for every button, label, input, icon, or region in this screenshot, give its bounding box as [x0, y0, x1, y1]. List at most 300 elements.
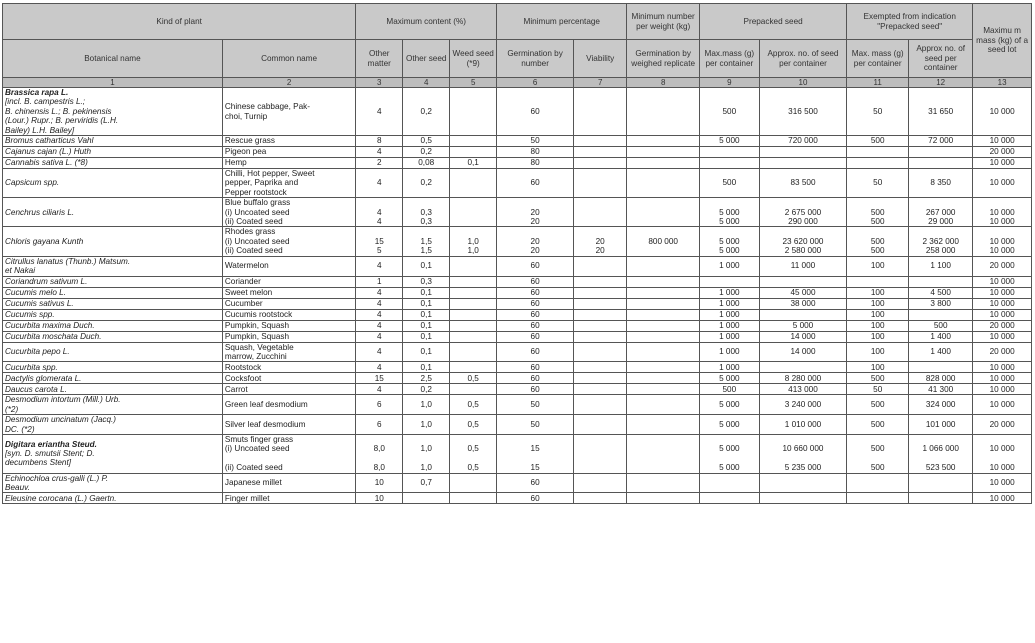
botanical-name-line: Cucumis melo L. [5, 287, 66, 297]
value-cell-c4 [403, 493, 450, 504]
header-min-percentage: Minimum percentage [497, 4, 627, 40]
value-cell-c5 [450, 342, 497, 362]
value-cell-c10: 1 010 000 [759, 415, 847, 435]
botanical-name-cell [3, 362, 223, 373]
value-cell-c13: 10 000 [973, 473, 1032, 493]
value-line [629, 444, 697, 453]
value-line [576, 435, 624, 444]
value-cell-c10: 720 000 [759, 136, 847, 147]
value-line: 20 [530, 207, 540, 217]
value-line: 5 000 [719, 246, 740, 256]
botanical-name-line: Capsicum spp. [5, 178, 60, 188]
value-cell-c8 [627, 256, 700, 276]
common-name-line: Pumpkin, Squash [224, 320, 290, 330]
value-line: 10 000 [989, 444, 1015, 454]
value-line [911, 454, 970, 463]
value-line [975, 227, 1029, 236]
value-cell-c13: 10 000 [973, 136, 1032, 147]
header-viability: Viability [574, 40, 627, 78]
value-line [975, 454, 1029, 463]
botanical-name-line: B. chinensis L.; B. pekinensis [5, 106, 112, 116]
table-row [3, 384, 1032, 395]
botanical-name-line: Desmodium intortum (Mill.) Urb. [5, 395, 121, 405]
value-cell-c11: 50 [847, 384, 909, 395]
value-cell-c5 [450, 320, 497, 331]
botanical-name-cell [3, 373, 223, 384]
common-name-line: Squash, Vegetable [224, 342, 294, 352]
value-line [849, 198, 906, 207]
value-line: 1,5 [420, 236, 432, 246]
value-cell-c12: 8 350 [909, 169, 973, 198]
value-line [576, 198, 624, 207]
table-row [3, 147, 1032, 158]
botanical-name-line: Cucurbita pepo L. [5, 347, 70, 357]
botanical-name-cell [3, 342, 223, 362]
value-cell-c11: 500 [847, 373, 909, 384]
value-cell-c12: 101 000 [909, 415, 973, 435]
value-line: 0,5 [467, 444, 479, 454]
value-cell-c9 [699, 147, 759, 158]
botanical-name-line: [incl. B. campestris L.; [5, 97, 86, 107]
value-cell-c6: 80 [497, 158, 574, 169]
value-cell-c9: 1 000 [699, 298, 759, 309]
value-cell-c11: 100 [847, 342, 909, 362]
botanical-name-cell [3, 287, 223, 298]
botanical-name-line: Cucurbita spp. [5, 362, 58, 372]
value-cell-c9 [699, 276, 759, 287]
value-cell-c5 [450, 434, 497, 473]
value-cell-c7 [574, 256, 627, 276]
value-cell-c3: 1 [356, 276, 403, 287]
common-name-line: Cucumis rootstock [224, 309, 293, 319]
value-cell-c5 [450, 331, 497, 342]
value-cell-c5 [450, 147, 497, 158]
table-row [3, 298, 1032, 309]
value-cell-c7 [574, 309, 627, 320]
common-name-line: (i) Uncoated seed [224, 236, 290, 246]
value-line: 5 000 [719, 207, 740, 217]
table-row [3, 136, 1032, 147]
value-cell-c4: 0,3 [403, 276, 450, 287]
common-name-cell [222, 473, 355, 493]
common-name-cell [222, 362, 355, 373]
value-cell-c13: 10 000 [973, 362, 1032, 373]
value-cell-c11: 500 [847, 136, 909, 147]
value-line: 500 [870, 217, 885, 227]
value-line: 500 [870, 463, 885, 473]
value-cell-c7 [574, 434, 627, 473]
value-cell-c10 [759, 158, 847, 169]
value-cell-c11: 100 [847, 331, 909, 342]
botanical-name-cell [3, 493, 223, 504]
value-cell-c13: 20 000 [973, 147, 1032, 158]
value-cell-c13: 10 000 [973, 158, 1032, 169]
table-row [3, 395, 1032, 415]
value-cell-c9 [699, 493, 759, 504]
header-weed-seed: Weed seed (*9) [450, 40, 497, 78]
value-cell-c9 [699, 473, 759, 493]
value-cell-c4: 0,5 [403, 136, 450, 147]
value-line [452, 208, 494, 217]
common-name-cell [222, 309, 355, 320]
botanical-name-cell [3, 331, 223, 342]
value-line [629, 463, 697, 472]
value-cell-c11 [847, 434, 909, 473]
table-row [3, 473, 1032, 493]
value-cell-c4: 0,1 [403, 320, 450, 331]
value-cell-c10: 8 280 000 [759, 373, 847, 384]
value-cell-c6: 60 [497, 473, 574, 493]
value-cell-c6: 60 [497, 287, 574, 298]
value-cell-c6: 60 [497, 362, 574, 373]
value-cell-c9 [699, 158, 759, 169]
value-cell-c8 [627, 473, 700, 493]
botanical-name-cell [3, 136, 223, 147]
header-min-number: Minimum number per weight (kg) [627, 4, 700, 40]
value-line [762, 435, 845, 444]
botanical-name-cell [3, 309, 223, 320]
value-cell-c13: 10 000 [973, 298, 1032, 309]
table-row [3, 198, 1032, 227]
value-line: 500 [870, 246, 885, 256]
value-line: 10 000 [989, 246, 1015, 256]
col-index: 9 [699, 78, 759, 88]
value-line: 2 580 000 [784, 246, 822, 256]
value-line: 4 [376, 217, 382, 227]
common-name-cell [222, 298, 355, 309]
value-cell-c4: 0,2 [403, 88, 450, 136]
table-row [3, 493, 1032, 504]
common-name-line: Pigeon pea [224, 147, 267, 157]
value-line [358, 435, 400, 444]
botanical-name-line: Cucurbita moschata Duch. [5, 331, 102, 341]
header-approx-seed: Approx. no. of seed per container [759, 40, 847, 78]
value-cell-c4: 0,1 [403, 342, 450, 362]
value-cell-c8 [627, 169, 700, 198]
common-name-line: Pepper rootstock [224, 187, 287, 197]
value-cell-c10: 38 000 [759, 298, 847, 309]
value-cell-c12 [909, 309, 973, 320]
value-line: 1,0 [467, 236, 479, 246]
common-name-line: Watermelon [224, 261, 269, 271]
value-cell-c10 [759, 473, 847, 493]
value-cell-c8 [627, 320, 700, 331]
value-cell-c10: 3 240 000 [759, 395, 847, 415]
value-cell-c5 [450, 287, 497, 298]
common-name-cell [222, 342, 355, 362]
value-cell-c12 [909, 198, 973, 227]
botanical-name-cell [3, 415, 223, 435]
common-name-line: Smuts finger grass [224, 434, 294, 444]
value-cell-c4: 0,1 [403, 331, 450, 342]
value-cell-c4: 0,1 [403, 256, 450, 276]
value-cell-c9: 5 000 [699, 415, 759, 435]
value-line [762, 454, 845, 463]
value-line [702, 198, 757, 207]
header-kind-of-plant: Kind of plant [3, 4, 356, 40]
botanical-name-line: DC. (*2) [5, 424, 35, 434]
botanical-name-line: Cajanus cajan (L.) Huth [5, 147, 92, 157]
header-max-mass-lot: Maximu m mass (kg) of a seed lot [973, 4, 1032, 78]
table-body [3, 88, 1032, 504]
value-cell-c9: 1 000 [699, 287, 759, 298]
value-cell-c9 [699, 227, 759, 256]
value-line [975, 435, 1029, 444]
value-cell-c9: 1 000 [699, 362, 759, 373]
value-cell-c10: 14 000 [759, 342, 847, 362]
value-line [499, 227, 571, 236]
common-name-line: Rhodes grass [224, 227, 276, 237]
value-cell-c8 [627, 147, 700, 158]
value-line [405, 198, 447, 207]
value-cell-c12 [909, 362, 973, 373]
value-line [629, 198, 697, 207]
common-name-cell [222, 276, 355, 287]
value-cell-c7 [574, 287, 627, 298]
value-cell-c7 [574, 88, 627, 136]
value-cell-c3: 6 [356, 415, 403, 435]
value-cell-c6: 50 [497, 415, 574, 435]
col-index: 10 [759, 78, 847, 88]
value-cell-c3: 4 [356, 147, 403, 158]
value-cell-c6: 80 [497, 147, 574, 158]
value-line: 1,0 [420, 463, 432, 473]
value-line [499, 435, 571, 444]
value-line: 500 [870, 236, 885, 246]
value-cell-c12 [909, 158, 973, 169]
value-line [576, 444, 624, 453]
botanical-name-line: Coriandrum sativum L. [5, 276, 88, 286]
value-cell-c5: 0,5 [450, 373, 497, 384]
common-name-line: Sweet melon [224, 287, 273, 297]
botanical-name-cell [3, 276, 223, 287]
value-cell-c10 [759, 362, 847, 373]
value-cell-c3 [356, 198, 403, 227]
value-cell-c11 [847, 227, 909, 256]
col-index: 11 [847, 78, 909, 88]
botanical-name-main: Brassica rapa L. [5, 88, 69, 97]
table-row [3, 362, 1032, 373]
common-name-line: Chinese cabbage, Pak- [224, 102, 310, 112]
botanical-name-line: Cenchrus ciliaris L. [5, 207, 75, 217]
value-line [576, 208, 624, 217]
value-cell-c3: 4 [356, 320, 403, 331]
common-name-line: Silver leaf desmodium [224, 419, 306, 429]
value-cell-c11 [847, 198, 909, 227]
value-cell-c12: 1 400 [909, 331, 973, 342]
value-cell-c3: 4 [356, 362, 403, 373]
botanical-name-cell [3, 198, 223, 227]
value-cell-c6: 60 [497, 309, 574, 320]
value-cell-c5 [450, 136, 497, 147]
value-line [358, 227, 400, 236]
botanical-name-cell [3, 434, 223, 473]
common-name-line: Rootstock [224, 362, 262, 372]
value-cell-c12: 1 400 [909, 342, 973, 362]
value-cell-c3: 4 [356, 169, 403, 198]
botanical-name-line: (Lour.) Rupr.; B. perviridis (L.H. [5, 116, 119, 126]
value-cell-c11: 100 [847, 309, 909, 320]
value-cell-c11 [847, 276, 909, 287]
value-line: 15 [374, 236, 384, 246]
common-name-cell [222, 88, 355, 136]
value-cell-c3: 4 [356, 309, 403, 320]
value-line [849, 227, 906, 236]
value-cell-c8 [627, 493, 700, 504]
common-name-line: choi, Turnip [224, 111, 268, 121]
value-line: 500 [870, 444, 885, 454]
value-line [762, 198, 845, 207]
value-line [911, 227, 970, 236]
common-name-line: Pumpkin, Squash [224, 331, 290, 341]
common-name-cell [222, 198, 355, 227]
value-cell-c3: 4 [356, 384, 403, 395]
value-line [576, 217, 624, 226]
table-row [3, 434, 1032, 473]
value-cell-c7 [574, 227, 627, 256]
value-cell-c4: 0,1 [403, 309, 450, 320]
value-cell-c4: 0,08 [403, 158, 450, 169]
value-cell-c13: 20 000 [973, 320, 1032, 331]
value-cell-c4: 1,0 [403, 395, 450, 415]
value-cell-c7 [574, 415, 627, 435]
value-cell-c4: 0,2 [403, 384, 450, 395]
common-name-cell [222, 147, 355, 158]
value-cell-c8 [627, 88, 700, 136]
value-line: 29 000 [928, 217, 954, 227]
value-line: 5 000 [719, 236, 740, 246]
common-name-line: Blue buffalo grass [224, 198, 291, 208]
value-cell-c11 [847, 158, 909, 169]
table-row [3, 320, 1032, 331]
value-cell-c7 [574, 276, 627, 287]
value-cell-c10: 45 000 [759, 287, 847, 298]
common-name-cell [222, 384, 355, 395]
value-line [452, 198, 494, 207]
botanical-name-line: Bromus catharticus Vahl [5, 136, 94, 146]
value-line: 20 [595, 246, 605, 256]
table-row [3, 88, 1032, 136]
value-cell-c10: 14 000 [759, 331, 847, 342]
botanical-name-line: Echinochloa crus-galli (L.) P. [5, 473, 109, 483]
value-line [629, 454, 697, 463]
value-cell-c12 [909, 227, 973, 256]
value-line [702, 435, 757, 444]
value-cell-c9: 500 [699, 384, 759, 395]
value-cell-c9: 1 000 [699, 331, 759, 342]
value-cell-c6: 50 [497, 136, 574, 147]
value-cell-c3: 4 [356, 287, 403, 298]
col-index: 8 [627, 78, 700, 88]
table-row [3, 158, 1032, 169]
botanical-name-line: Beauv. [5, 482, 30, 492]
botanical-name-cell [3, 473, 223, 493]
value-cell-c5 [450, 227, 497, 256]
value-cell-c10 [759, 198, 847, 227]
value-cell-c12: 324 000 [909, 395, 973, 415]
value-cell-c8 [627, 158, 700, 169]
value-cell-c6: 60 [497, 331, 574, 342]
value-cell-c10: 413 000 [759, 384, 847, 395]
value-cell-c4: 2,5 [403, 373, 450, 384]
common-name-line: Carrot [224, 384, 248, 394]
value-cell-c4 [403, 227, 450, 256]
botanical-name-line: Cucumis spp. [5, 309, 55, 319]
document-page [2, 3, 1032, 504]
value-line: 20 [595, 236, 605, 246]
value-cell-c13: 10 000 [973, 384, 1032, 395]
common-name-cell [222, 493, 355, 504]
value-cell-c4 [403, 434, 450, 473]
value-cell-c5 [450, 362, 497, 373]
col-index: 2 [222, 78, 355, 88]
value-cell-c10 [759, 276, 847, 287]
value-cell-c6: 60 [497, 320, 574, 331]
botanical-name-cell [3, 298, 223, 309]
value-line: 5 000 [719, 444, 740, 454]
value-line: 5 000 [719, 463, 740, 473]
col-index: 1 [3, 78, 223, 88]
value-cell-c8 [627, 227, 700, 256]
table-row [3, 331, 1032, 342]
common-name-line: Coriander [224, 276, 261, 286]
value-line [911, 198, 970, 207]
value-cell-c11: 500 [847, 415, 909, 435]
value-cell-c7 [574, 147, 627, 158]
header-max-mass-container-2: Max. mass (g) per container [847, 40, 909, 78]
value-cell-c10 [759, 227, 847, 256]
value-cell-c7 [574, 473, 627, 493]
value-line [911, 435, 970, 444]
value-cell-c7 [574, 198, 627, 227]
value-line: 500 [870, 207, 885, 217]
value-line [576, 454, 624, 463]
botanical-name-line: Cannabis sativa L. (*8) [5, 158, 88, 168]
value-cell-c13: 10 000 [973, 169, 1032, 198]
value-line: 20 [530, 236, 540, 246]
value-cell-c7 [574, 362, 627, 373]
value-line [629, 435, 697, 444]
botanical-name-cell [3, 147, 223, 158]
value-line [358, 454, 400, 463]
value-cell-c9: 5 000 [699, 373, 759, 384]
value-cell-c13: 20 000 [973, 256, 1032, 276]
value-cell-c5: 0,1 [450, 158, 497, 169]
botanical-name-line: Chloris gayana Kunth [5, 236, 84, 246]
botanical-name-line: et Nakai [5, 266, 36, 276]
value-line: 1,5 [420, 246, 432, 256]
common-name-cell [222, 158, 355, 169]
value-cell-c5 [450, 309, 497, 320]
value-cell-c3: 4 [356, 342, 403, 362]
value-cell-c9: 5 000 [699, 395, 759, 415]
value-cell-c8 [627, 373, 700, 384]
value-cell-c9: 1 000 [699, 256, 759, 276]
botanical-name-cell [3, 395, 223, 415]
table-header [3, 4, 1032, 88]
value-cell-c10: 11 000 [759, 256, 847, 276]
common-name-line: (i) Uncoated seed [224, 207, 290, 217]
value-cell-c8 [627, 309, 700, 320]
botanical-name-cell [3, 384, 223, 395]
table-row [3, 373, 1032, 384]
common-name-cell [222, 136, 355, 147]
value-cell-c10 [759, 147, 847, 158]
value-cell-c7 [574, 493, 627, 504]
common-name-line [225, 454, 353, 463]
value-line: 523 500 [925, 463, 956, 473]
header-germ-number: Germination by number [497, 40, 574, 78]
